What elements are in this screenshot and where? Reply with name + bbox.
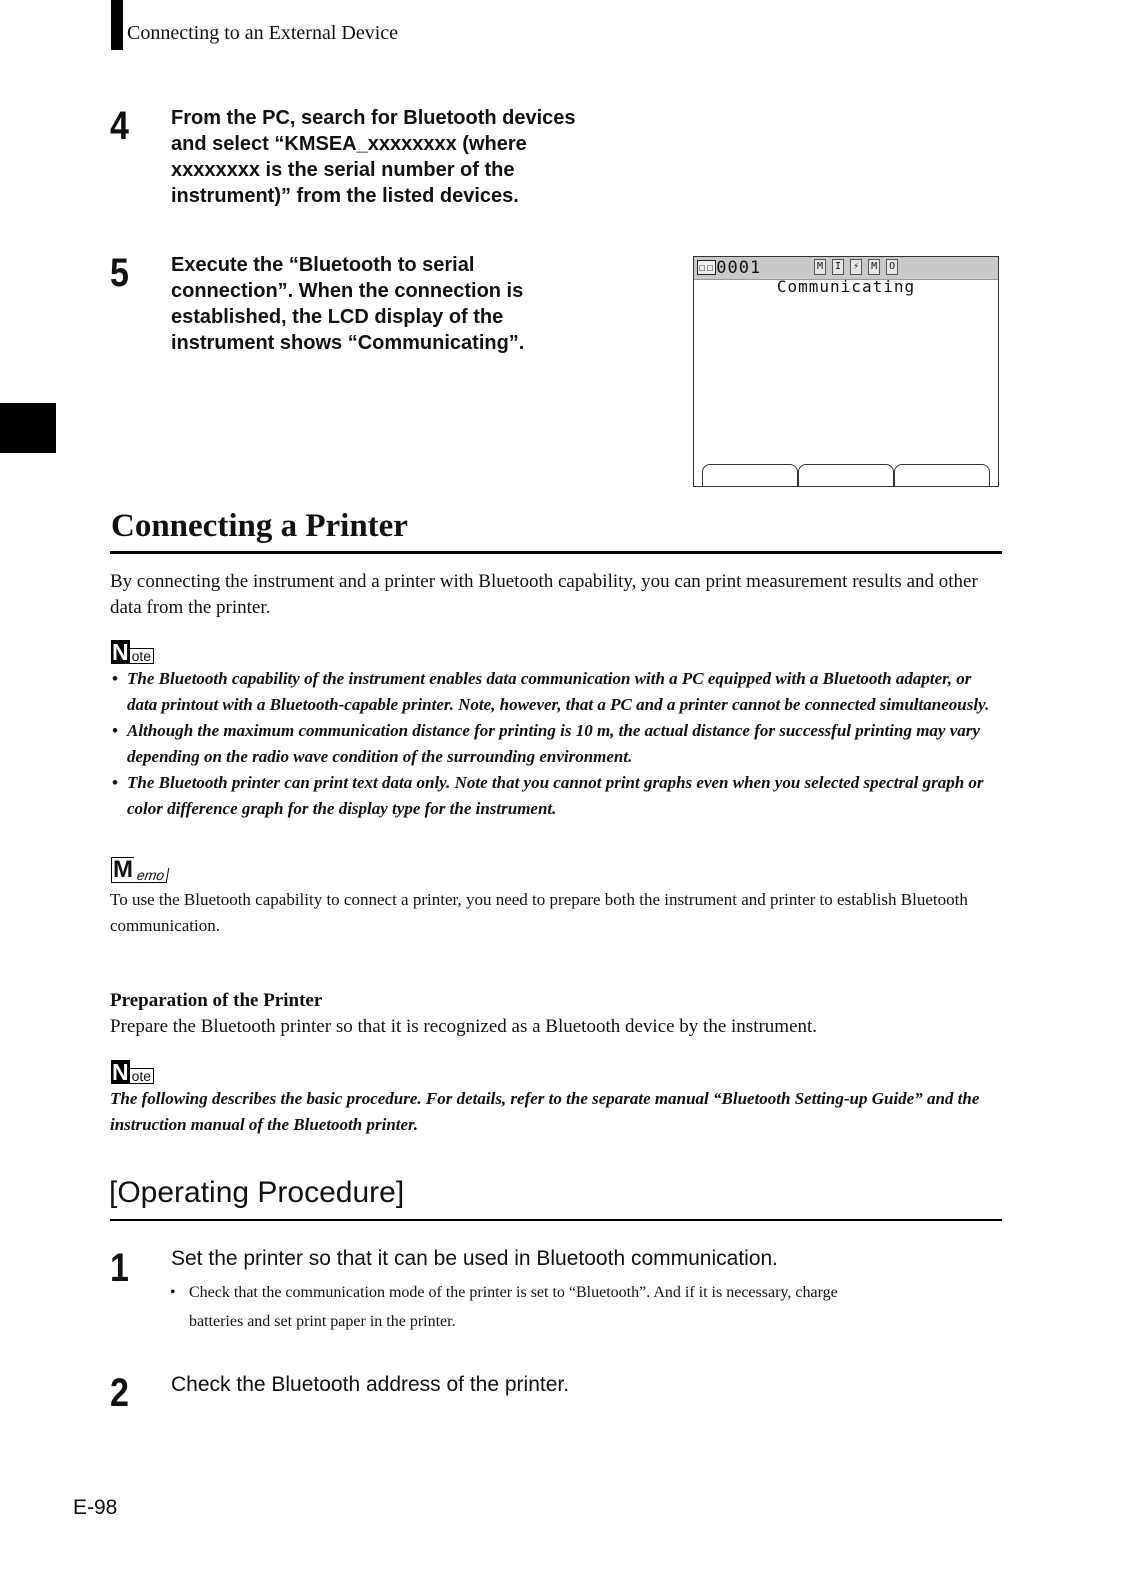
step-number: 4 [110, 104, 129, 148]
memo-label-initial: M [113, 856, 133, 883]
step-bullet [189, 1278, 1001, 1336]
section-title: Connecting a Printer [111, 508, 408, 544]
procedure-title: [Operating Procedure] [109, 1176, 405, 1209]
mode-icon: M [814, 259, 826, 275]
memo-text: To use the Bluetooth capability to connect a printer, you need to prepare both the instrument and printer to establish Bluetooth communication. [110, 890, 968, 935]
section-intro: By connecting the instrument and a printer with Bluetooth capability, you can print measurement results and other data from the printer. [110, 571, 978, 618]
memory-icon: M [868, 259, 880, 275]
step-line: connection”. When the connection is [171, 280, 524, 302]
step-line: xxxxxxxx is the serial number of the [171, 159, 515, 181]
step-line: Execute the “Bluetooth to serial [171, 254, 475, 276]
note-label [111, 640, 154, 664]
note-label-rest: ote [130, 1068, 154, 1084]
step-line: instrument shows “Communicating”. [171, 332, 525, 354]
lcd-status-text: Communicating [776, 277, 916, 296]
step-line: From the PC, search for Bluetooth devices [171, 107, 576, 129]
subsection-title: Preparation of the Printer [110, 990, 323, 1011]
note-item: • The Bluetooth printer can print text data only. Note that you cannot print graphs even when you selected spectral graph or color difference graph for the display type for the instrument. [110, 770, 1005, 822]
note-text: The following describes the basic procedure. For details, refer to the separate manual “Bluetooth Setting-up Guide” and the instruction manual of the Bluetooth printer. [110, 1089, 980, 1134]
note-label-initial: N [112, 639, 129, 665]
lcd-id [697, 258, 761, 278]
section-rule [110, 551, 1002, 554]
page-number: E-98 [73, 1496, 118, 1519]
note-label-rest: ote [130, 648, 154, 664]
chapter-tab [0, 403, 56, 453]
lcd-softkey-1 [702, 464, 798, 486]
power-icon: ⚡ [850, 259, 862, 275]
header-bar [111, 0, 123, 50]
step-line: instrument)” from the listed devices. [171, 185, 519, 207]
subsection-text: Prepare the Bluetooth printer so that it is recognized as a Bluetooth device by the instrument. [110, 1016, 818, 1037]
step-line: and select “KMSEA_xxxxxxxx (where [171, 133, 527, 155]
note-label-initial: N [112, 1059, 129, 1085]
lcd-softkey-2 [798, 464, 894, 486]
step-text: Set the printer so that it can be used in Bluetooth communication. [171, 1247, 779, 1270]
lcd-id-number: 0001 [716, 258, 762, 278]
step-number: 2 [110, 1371, 129, 1415]
step-bullet-line: Check that the communication mode of the printer is set to “Bluetooth”. And if it is necessary, charge [189, 1284, 838, 1301]
note-list [110, 666, 1005, 822]
lcd-icons [814, 259, 898, 275]
running-header: Connecting to an External Device [127, 22, 399, 44]
lcd-id-badge: ☐☐ [699, 261, 715, 274]
step-text: Check the Bluetooth address of the printer. [171, 1373, 570, 1396]
step-text [171, 105, 641, 209]
step-line: established, the LCD display of the [171, 306, 504, 328]
procedure-rule [110, 1219, 1002, 1221]
step-bullet-line: batteries and set print paper in the printer. [189, 1313, 456, 1330]
note-label [111, 1060, 154, 1084]
bullet-marker: • [170, 1284, 176, 1301]
lcd-display [693, 256, 999, 487]
memo-label [111, 857, 168, 883]
memo-label-rest: emo [133, 868, 170, 883]
lcd-softkey-3 [894, 464, 990, 486]
step-number: 1 [110, 1246, 129, 1290]
note-item: • The Bluetooth capability of the instrument enables data communication with a PC equipped with a Bluetooth adapter, or data printout with a Bluetooth-capable printer. Note, however, that a PC and a printer cannot be connected simultaneously. [110, 666, 1005, 718]
step-text [171, 252, 641, 356]
step-number: 5 [110, 251, 129, 295]
observer-icon: O [886, 259, 898, 275]
note-item: • Although the maximum communication distance for printing is 10 m, the actual distance for successful printing may vary depending on the radio wave condition of the surrounding environment. [110, 718, 1005, 770]
info-icon: I [832, 259, 844, 275]
